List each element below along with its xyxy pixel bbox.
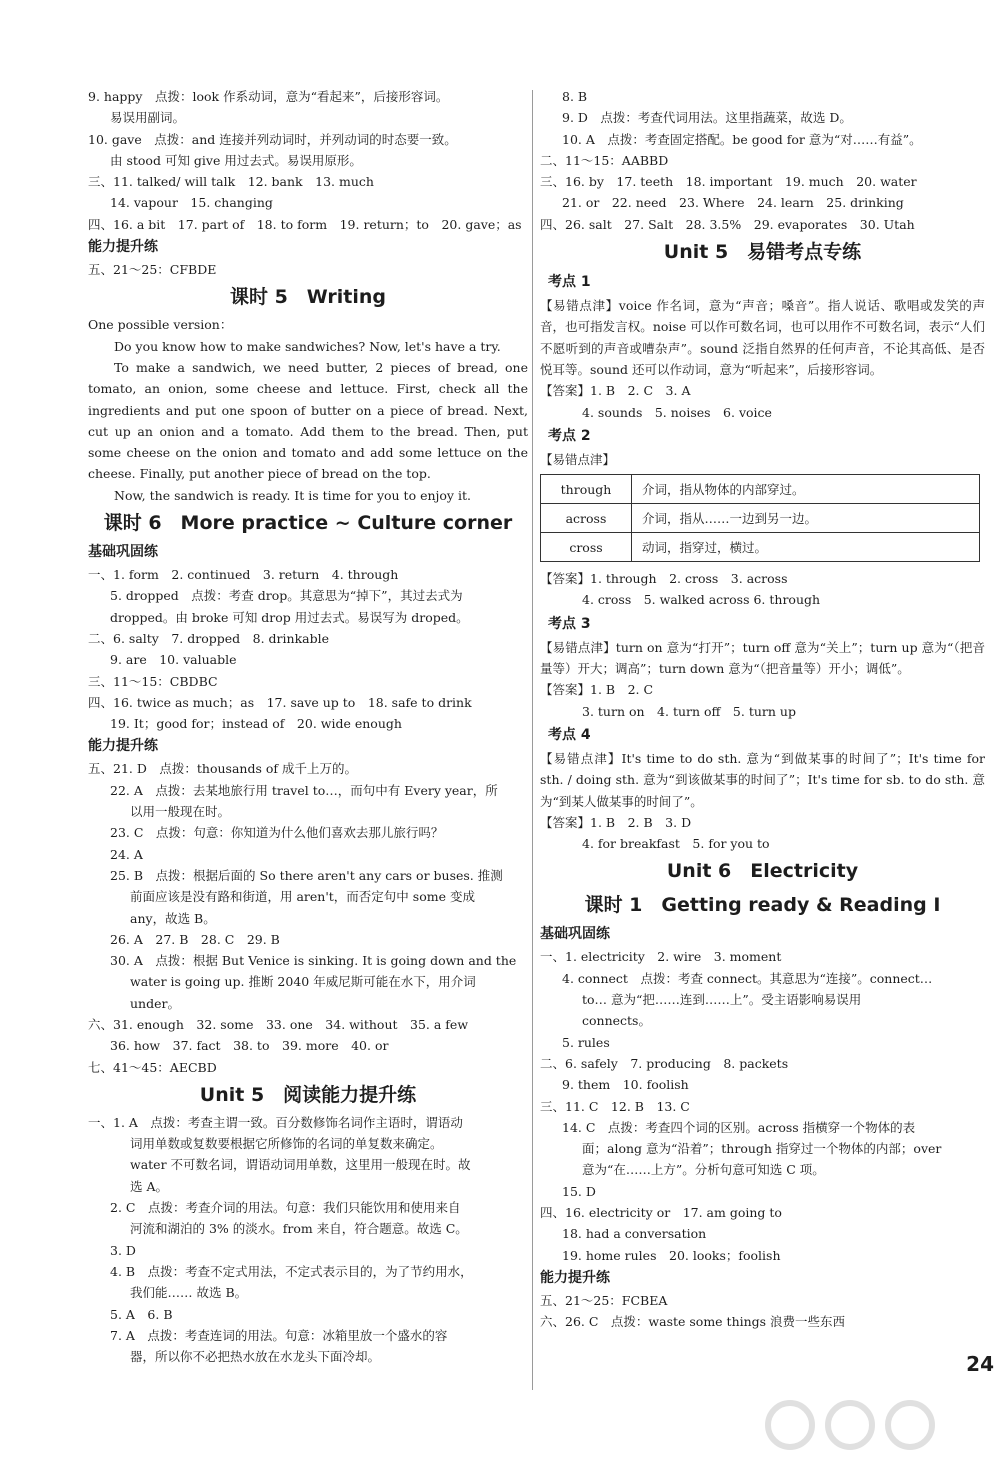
left-column — [88, 86, 528, 1367]
lesson-title: 课时 1 Getting ready & Reading Ⅰ — [584, 894, 941, 917]
answer-line: dropped。由 broke 可知 drop 用过去式。易误写为 droped。 — [110, 609, 469, 625]
answer-line: 5. dropped 点拨：考查 drop。其意思为“掉下”，其过去式为 — [110, 588, 463, 604]
answer-line: 选 A。 — [130, 1178, 169, 1194]
answer-line: 14. vapour 15. changing — [110, 195, 273, 211]
answer-line: 四、16. twice as much；as 17. save up to 18. safe to drink — [88, 694, 472, 710]
answer-line: 易误用副词。 — [110, 110, 186, 126]
answer-line: 7. A 点拨：考查连词的用法。句意：冰箱里放一个盛水的容 — [110, 1327, 448, 1343]
section-heading: 基础巩固练 — [88, 544, 158, 561]
writing-paragraph: Do you know how to make sandwiches? Now, let's have a try. — [114, 338, 501, 354]
writing-paragraph: Now, the sandwich is ready. It is time for you to enjoy it. — [114, 487, 471, 503]
right-column — [540, 86, 985, 1332]
answer-line: 五、21～25：FCBEA — [540, 1292, 668, 1308]
answer-line: 三、11～15：CBDBC — [88, 673, 218, 689]
comparison-table — [540, 474, 980, 562]
key-point-heading: 考点 2 — [548, 427, 591, 444]
unit-title: Unit 6 Electricity — [666, 860, 859, 883]
answer-line: 四、16. a bit 17. part of 18. to form 19. return；to 20. gave；as — [88, 216, 522, 232]
answer-line: 由 stood 可知 give 用过去式。易误用原形。 — [110, 152, 362, 168]
answer-line: 一、1. A 点拨：考查主谓一致。百分数修饰名词作主语时，谓语动 — [88, 1114, 463, 1130]
answer-line: 【答案】1. through 2. cross 3. across — [540, 571, 788, 587]
unit-title: Unit 5 阅读能力提升练 — [199, 1083, 417, 1106]
tip-paragraph: 【易错点津】turn on 意为“打开”；turn off 意为“关上”；turn up 意为“（把音量等）开大；调高”；turn down 意为“（把音量等）开小；调低”。 — [540, 639, 985, 677]
answer-line: 8. B — [562, 89, 588, 104]
answer-line: 五、21～25：CFBDE — [88, 262, 217, 278]
answer-line: 9. D 点拨：考查代词用法。这里指蔬菜，故选 D。 — [562, 110, 852, 126]
answer-line: 5. rules — [562, 1034, 610, 1050]
answer-line: 河流和湖泊的 3% 的淡水。from 来自，符合题意。故选 C。 — [130, 1221, 468, 1237]
writing-paragraph: To make a sandwich, we need butter, 2 pieces of bread, one tomato, an onion, some cheese and lettuce. First, check all the ingredients and put one spoon of butter on a piece of bread. Next, cut up an onion and a tomato. Add them to the bread. Then, put some cheese on the onion and tomato and add some lettuce on the cheese. Finally, put another piece of bread on the top. — [88, 359, 528, 482]
table-row — [541, 475, 980, 504]
answer-line: 5. A 6. B — [110, 1306, 173, 1322]
table-cell-word: across — [541, 504, 632, 533]
answer-line: 六、26. C 点拨：waste some things 浪费一些东西 — [540, 1314, 846, 1330]
answer-line: 25. B 点拨：根据后面的 So there aren't any cars or buses. 推测 — [110, 867, 503, 883]
answer-line: to… 意为“把……连到……上”。受主语影响易误用 — [582, 992, 862, 1008]
table-row — [541, 504, 980, 533]
tip-tag: 【易错点津】 — [540, 451, 616, 467]
answer-line: 器，所以你不必把热水放在水龙头下面冷却。 — [130, 1349, 381, 1365]
writing-intro: One possible version： — [88, 317, 233, 333]
tip-paragraph: 【易错点津】voice 作名词，意为“声音；嗓音”。指人说话、歌唱或发笑的声音，也可指发言权。noise 可以作可数名词，也可以用作不可数名词，表示“人们不愿听到的声音或嘈杂声”。sound 泛指自然界的任何声音，不论其高低、是否悦耳等。sound 还可以作动词，意为“听起来”，后接形容词。 — [540, 298, 985, 377]
answer-line: 词用单数或复数要根据它所修饰的名词的单复数来确定。 — [130, 1136, 443, 1152]
answer-line: 以用一般现在时。 — [130, 804, 231, 820]
answer-line: 【答案】1. B 2. C — [540, 682, 654, 698]
answer-line: 六、31. enough 32. some 33. one 34. without 35. a few — [88, 1016, 469, 1032]
answer-line: 2. C 点拨：考查介词的用法。句意：我们只能饮用和使用来自 — [110, 1200, 461, 1216]
table-cell-meaning: 动词，指穿过，横过。 — [632, 533, 980, 562]
answer-line: 4. B 点拨：考查不定式用法，不定式表示目的，为了节约用水， — [110, 1263, 473, 1279]
answer-line: 15. D — [562, 1183, 596, 1199]
key-point-heading: 考点 4 — [548, 726, 591, 743]
answer-line: 4. for breakfast 5. for you to — [582, 836, 770, 852]
answer-line: 10. gave 点拨：and 连接并列动词时，并列动词的时态要一致。 — [88, 131, 457, 147]
answer-line: under。 — [130, 995, 180, 1011]
answer-line: 9. are 10. valuable — [110, 652, 237, 668]
key-point-heading: 考点 1 — [548, 274, 591, 291]
key-point-heading: 考点 3 — [548, 615, 591, 632]
answer-line: 19. It；good for；instead of 20. wide enough — [110, 716, 402, 732]
answer-line: 面；along 意为“沿着”；through 指穿过一个物体的内部；over — [582, 1141, 942, 1157]
answer-line: 二、6. salty 7. dropped 8. drinkable — [88, 630, 330, 646]
answer-line: 二、11～15：AABBD — [540, 152, 669, 168]
answer-line: 10. A 点拨：考查固定搭配。be good for 意为“对……有益”。 — [562, 131, 922, 147]
answer-line: 【答案】1. B 2. B 3. D — [540, 814, 692, 830]
answer-line: 三、11. C 12. B 13. C — [540, 1098, 690, 1114]
watermark-graphic — [760, 1395, 960, 1455]
table-row — [541, 533, 980, 562]
answer-line: 四、26. salt 27. Salt 28. 3.5% 29. evaporates 30. Utah — [540, 216, 915, 232]
answer-line: 18. had a conversation — [562, 1226, 707, 1242]
section-heading: 基础巩固练 — [540, 926, 610, 943]
answer-line: 3. turn on 4. turn off 5. turn up — [582, 703, 796, 719]
answer-line: 七、41～45：AECBD — [88, 1059, 217, 1075]
answer-line: 三、16. by 17. teeth 18. important 19. much 20. water — [540, 174, 917, 190]
answer-line: 36. how 37. fact 38. to 39. more 40. or — [110, 1038, 389, 1054]
answer-line: 23. C 点拨：句意：你知道为什么他们喜欢去那儿旅行吗？ — [110, 825, 444, 841]
lesson-title: 课时 6 More practice ~ Culture corner — [103, 512, 513, 535]
answer-line: 三、11. talked/ will talk 12. bank 13. much — [88, 174, 374, 190]
answer-line: 26. A 27. B 28. C 29. B — [110, 931, 280, 947]
answer-line: 前面应该是没有路和街道，用 aren't，而否定句中 some 变成 — [130, 889, 475, 905]
page-number: 24 — [966, 1352, 994, 1376]
answer-line: 19. home rules 20. looks；foolish — [562, 1247, 781, 1263]
answer-line: 9. happy 点拨：look 作系动词，意为“看起来”，后接形容词。 — [88, 89, 449, 104]
answer-line: 【答案】1. B 2. C 3. A — [540, 383, 691, 399]
unit-title: Unit 5 易错考点专练 — [663, 241, 862, 264]
section-heading: 能力提升练 — [540, 1269, 610, 1286]
answer-line: connects。 — [582, 1013, 651, 1029]
answer-line: 四、16. electricity or 17. am going to — [540, 1204, 782, 1220]
answer-line: 一、1. electricity 2. wire 3. moment — [540, 949, 782, 965]
answer-line: 14. C 点拨：考查四个词的区别。across 指横穿一个物体的表 — [562, 1119, 916, 1135]
answer-line: 4. sounds 5. noises 6. voice — [582, 404, 772, 420]
answer-line: 24. A — [110, 846, 143, 862]
table-cell-word: through — [541, 475, 632, 504]
answer-line: 4. connect 点拨：考查 connect。其意思为“连接”。connect… — [562, 970, 933, 986]
table-cell-meaning: 介词，指从……一边到另一边。 — [632, 504, 980, 533]
column-divider — [532, 90, 533, 1390]
answer-line: 30. A 点拨：根据 But Venice is sinking. It is going down and the — [110, 953, 517, 969]
answer-line: 一、1. form 2. continued 3. return 4. through — [88, 567, 399, 583]
answer-line: 21. or 22. need 23. Where 24. learn 25. drinking — [562, 195, 904, 211]
section-heading: 能力提升练 — [88, 738, 158, 755]
answer-line: 4. cross 5. walked across 6. through — [582, 592, 821, 608]
section-heading: 能力提升练 — [88, 239, 158, 256]
table-cell-word: cross — [541, 533, 632, 562]
table-cell-meaning: 介词，指从物体的内部穿过。 — [632, 475, 980, 504]
answer-line: any，故选 B。 — [130, 910, 216, 926]
answer-line: 二、6. safely 7. producing 8. packets — [540, 1055, 789, 1071]
answer-line: 22. A 点拨：去某地旅行用 travel to…，而句中有 Every year，所 — [110, 782, 498, 798]
answer-line: water is going up. 推断 2040 年威尼斯可能在水下，用介词 — [130, 974, 476, 990]
answer-line: 意为“在……上方”。分析句意可知选 C 项。 — [582, 1162, 825, 1178]
lesson-title: 课时 5 Writing — [229, 286, 387, 309]
answer-line: 9. them 10. foolish — [562, 1077, 689, 1093]
answer-line: water 不可数名词，谓语动词用单数，这里用一般现在时。故 — [130, 1157, 471, 1173]
answer-line: 我们能…… 故选 B。 — [130, 1285, 248, 1301]
answer-line: 3. D — [110, 1242, 136, 1258]
tip-paragraph: 【易错点津】It's time to do sth. 意为“到做某事的时间了”；It's time for sth. / doing sth. 意为“到该做某事的时间了”；It's time for sb. to do sth. 意为“到某人做某事的时间了”。 — [540, 750, 985, 809]
answer-line: 五、21. D 点拨：thousands of 成千上万的。 — [88, 761, 357, 777]
